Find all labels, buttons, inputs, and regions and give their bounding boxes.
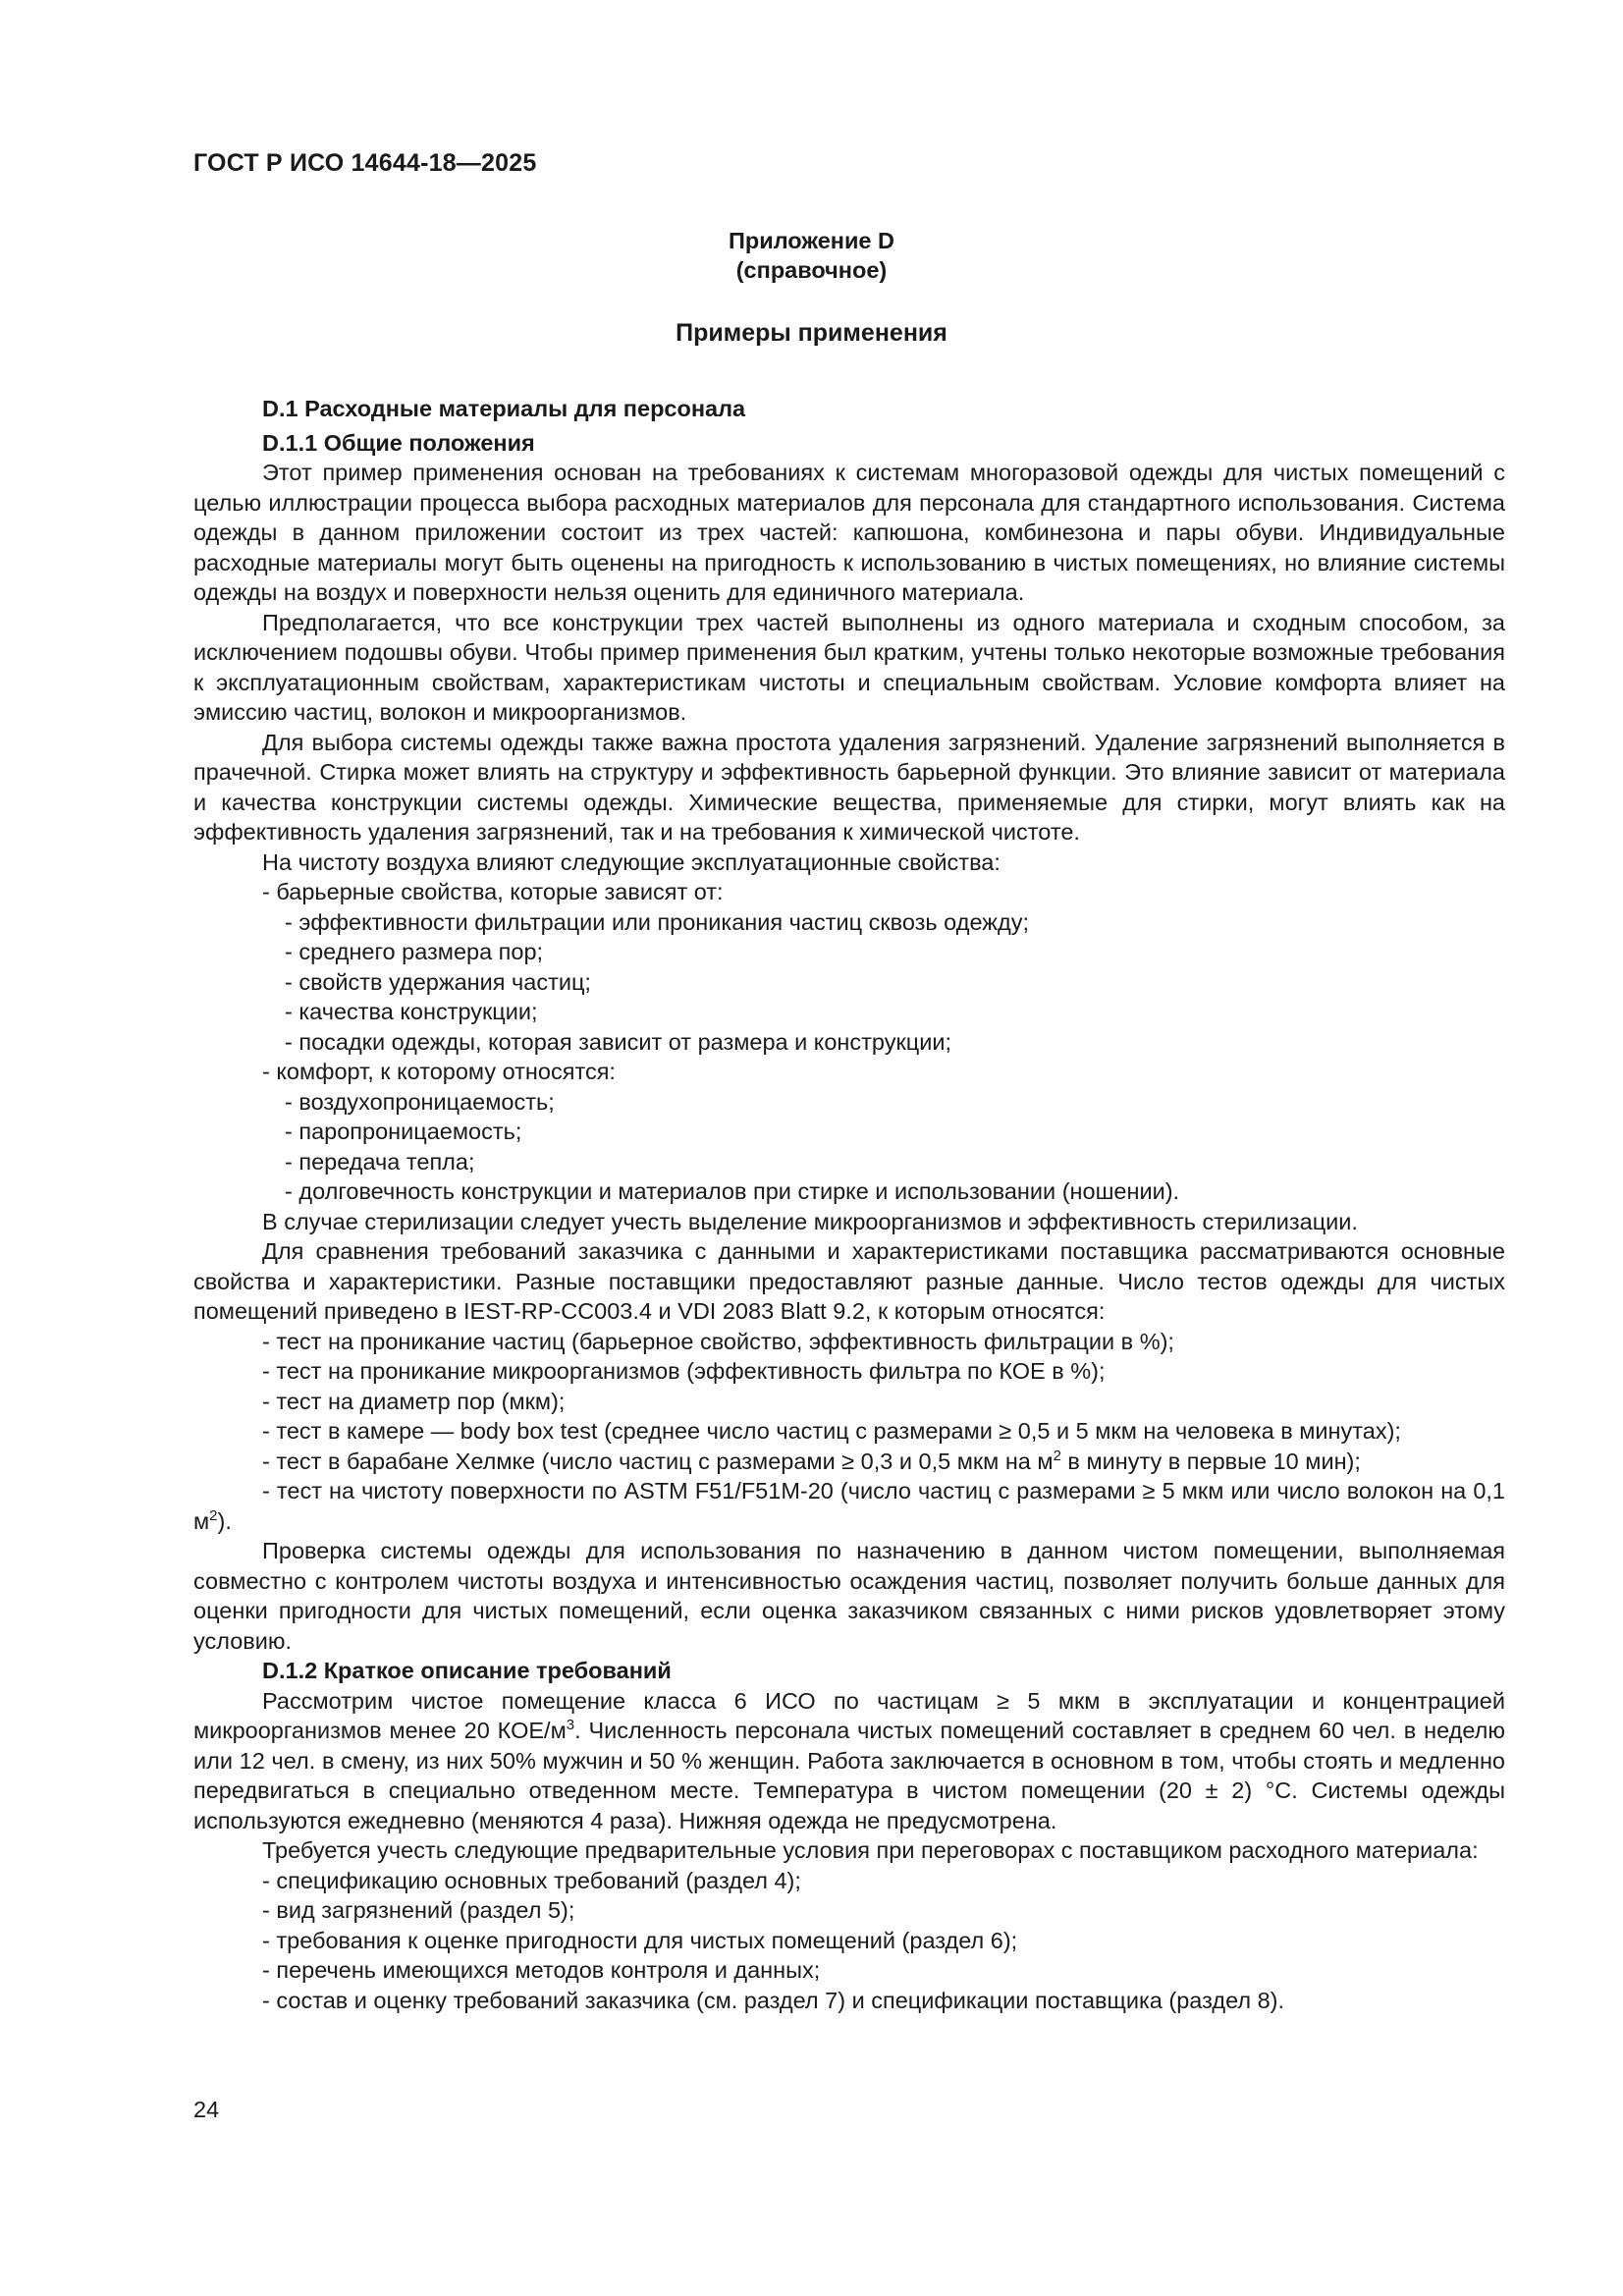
list-item [193, 1447, 1505, 1477]
sub-list-item: - долговечность конструкции и материалов при стирке и использовании (ношении). [285, 1178, 1180, 1204]
list-item: - перечень имеющихся методов контроля и данных; [262, 1957, 821, 1983]
sub-list-item: - посадки одежды, которая зависит от размера и конструкции; [285, 1028, 951, 1055]
paragraph: Этот пример применения основан на требованиях к системам многоразовой одежды для чистых помещений с целью иллюстрации процесса выбора расходных материалов для персонала для стандартного использования. Система одежды в данном приложении состоит из трех частей: капюшона, комбинезона и пары обуви. Индивидуальные расходные материалы могут быть оценены на пригодность к использованию в чистых помещениях, но влияние системы одежды на воздух и поверхности нельзя оценить для единичного материала. [193, 460, 1505, 605]
sub-list-item: - воздухопроницаемость; [285, 1088, 555, 1115]
paragraph [193, 1686, 1505, 1836]
sub-list-item: - свойств удержания частиц; [285, 968, 591, 995]
list-item: - барьерные свойства, которые зависят от: [262, 879, 724, 904]
paragraph: На чистоту воздуха влияют следующие эксплуатационные свойства: [262, 848, 1001, 875]
list-item: - комфорт, к которому относятся: [262, 1059, 616, 1084]
document-body [193, 394, 1505, 2015]
annex-title: Приложение D [729, 228, 894, 253]
list-item: - вид загрязнений (раздел 5); [262, 1897, 575, 1923]
list-item [193, 1476, 1505, 1536]
list-item-text: - тест в барабане Хелмке (число частиц с размерами ≥ 0,3 и 0,5 мкм на м [262, 1448, 1054, 1474]
list-item-text: - тест на чистоту поверхности по ASTM F51/F51M-20 (число частиц с размерами ≥ 5 мкм или число волокон на 0,1 м [193, 1478, 1505, 1534]
sub-list-item: - среднего размера пор; [285, 939, 544, 964]
sub-list-item: - передача тепла; [285, 1148, 475, 1175]
sub-list-item: - эффективности фильтрации или проникания частиц сквозь одежду; [285, 908, 1029, 935]
paragraph: Для сравнения требований заказчика с данными и характеристиками поставщика рассматриваются основные свойства и характеристики. Разные поставщики предоставляют разные данные. Число тестов одежды для чистых помещений приведено в IEST-RP-CC003.4 и VDI 2083 Blatt 9.2, к которым относятся: [193, 1238, 1505, 1324]
section-title: Примеры применения [676, 319, 947, 347]
paragraph: Предполагается, что все конструкции трех частей выполнены из одного материала и сходным способом, за исключением подошвы обуви. Чтобы пример применения был кратким, учтены только некоторые возможные требования к эксплуатационным свойствам, характеристикам чистоты и специальным свойствам. Условие комфорта влияет на эмиссию частиц, волокон и микроорганизмов. [193, 609, 1505, 725]
list-item: - тест в камере — body box test (среднее число частиц с размерами ≥ 0,5 и 5 мкм на человека в минутах); [262, 1418, 1401, 1444]
paragraph: В случае стерилизации следует учесть выделение микроорганизмов и эффективность стерилизации. [262, 1208, 1358, 1234]
heading-d1-2: D.1.2 Краткое описание требований [262, 1658, 672, 1683]
paragraph-text: Рассмотрим чистое помещение класса 6 ИСО по частицам ≥ 5 мкм в эксплуатации и концентрацией микроорганизмов менее 20 КОЕ/м [193, 1687, 1505, 1743]
page-number: 24 [193, 2097, 220, 2122]
list-item: - требования к оценке пригодности для чистых помещений (раздел 6); [262, 1927, 1018, 1953]
list-item: - тест на диаметр пор (мкм); [262, 1388, 566, 1414]
list-item: - спецификацию основных требований (раздел 4); [262, 1867, 801, 1893]
paragraph-text: . Численность персонала чистых помещений составляет в среднем 60 чел. в неделю или 12 чел. в смену, из них 50% мужчин и 50 % женщин. Работа заключается в основном в том, чтобы стоять и медленно передвигаться в специально отведенном месте. Температура в чистом помещении (20 ± 2) °С. Системы одежды используются ежедневно (меняются 4 раза). Нижняя одежда не предусмотрена. [193, 1718, 1505, 1833]
document-header: ГОСТ Р ИСО 14644-18—2025 [193, 149, 537, 177]
superscript: 2 [209, 1506, 218, 1524]
heading-d1: D.1 Расходные материалы для персонала [262, 396, 746, 421]
list-item: - состав и оценку требований заказчика (см. раздел 7) и спецификации поставщика (раздел 8). [262, 1987, 1285, 2013]
paragraph: Для выбора системы одежды также важна простота удаления загрязнений. Удаление загрязнений выполняется в прачечной. Стирка может влиять на структуру и эффективность барьерной функции. Это влияние зависит от материала и качества конструкции системы одежды. Химические вещества, применяемые для стирки, могут влиять как на эффективность удаления загрязнений, так и на требования к химической чистоте. [193, 729, 1505, 845]
list-item: - тест на проникание микроорганизмов (эффективность фильтра по КОЕ в %); [262, 1358, 1106, 1384]
list-item: - тест на проникание частиц (барьерное свойство, эффективность фильтрации в %); [262, 1328, 1174, 1354]
sub-list-item: - качества конструкции; [285, 999, 538, 1024]
paragraph: Проверка системы одежды для использования по назначению в данном чистом помещении, выполняемая совместно с контролем чистоты воздуха и интенсивностью осаждения частиц, позволяет получить больше данных для оценки пригодности для чистых помещений, если оценка заказчиком связанных с ними рисков удовлетворяет этому условию. [193, 1538, 1505, 1654]
sub-list-item: - паропроницаемость; [285, 1119, 522, 1144]
annex-type: (справочное) [735, 257, 888, 283]
paragraph: Требуется учесть следующие предварительные условия при переговорах с поставщиком расходного материала: [262, 1837, 1479, 1863]
heading-d1-1: D.1.1 Общие положения [262, 429, 535, 456]
superscript: 3 [566, 1717, 575, 1734]
superscript: 2 [1053, 1447, 1061, 1464]
list-item-text: ). [217, 1507, 232, 1534]
list-item-text: в минуту в первые 10 мин); [1060, 1448, 1361, 1474]
